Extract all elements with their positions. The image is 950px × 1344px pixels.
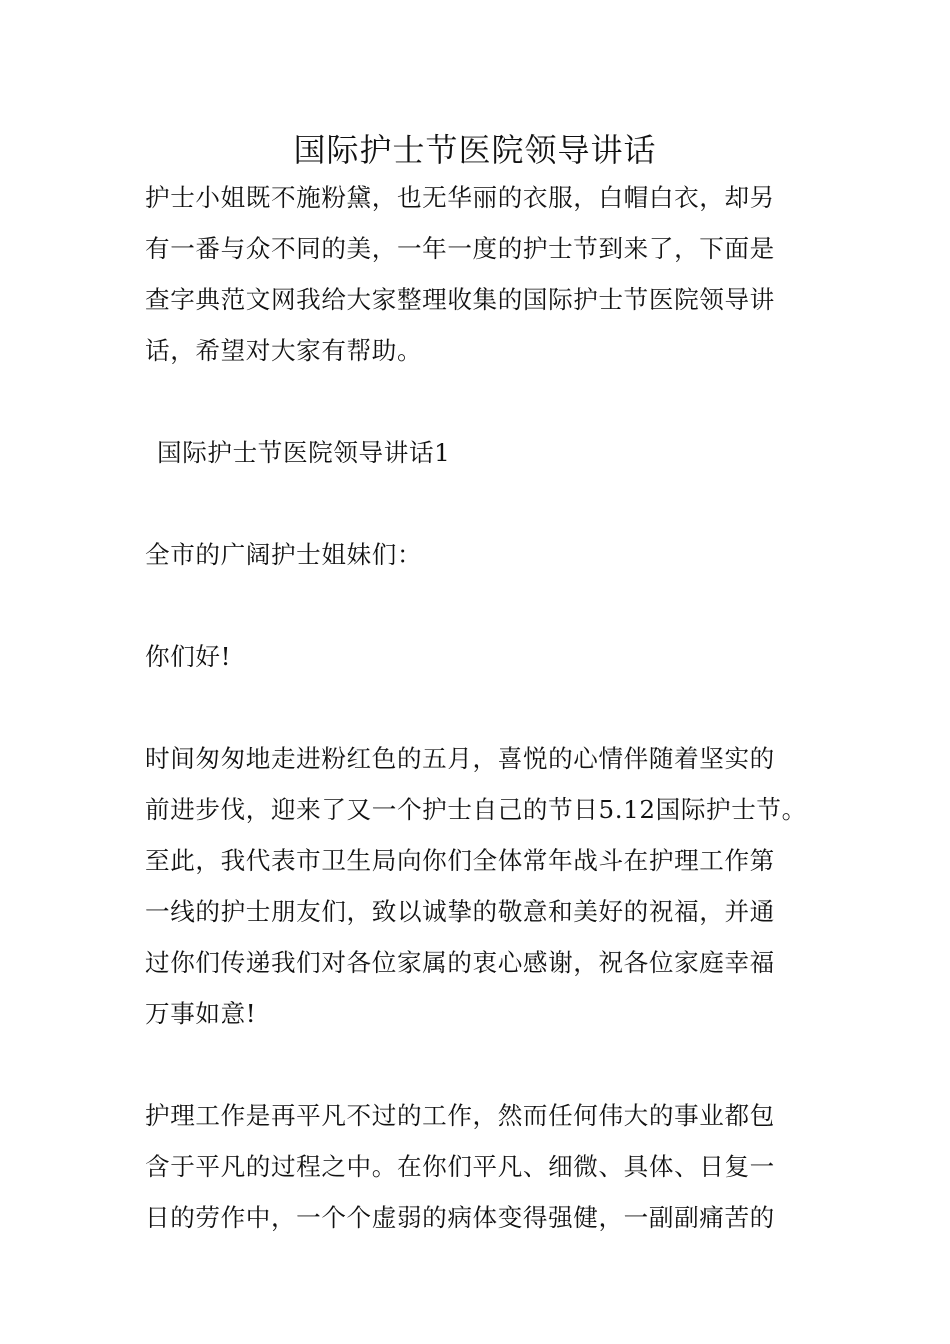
intro-line: 有一番与众不同的美，一年一度的护士节到来了，下面是 <box>145 234 775 263</box>
paragraph-line: 日的劳作中，一个个虚弱的病体变得强健，一副副痛苦的 <box>145 1203 775 1232</box>
paragraph-line: 一线的护士朋友们，致以诚挚的敬意和美好的祝福，并通 <box>145 897 775 926</box>
intro-line: 话，希望对大家有帮助。 <box>145 336 423 365</box>
greeting: 你们好! <box>145 642 232 671</box>
intro-line: 查字典范文网我给大家整理收集的国际护士节医院领导讲 <box>145 285 775 314</box>
paragraph-gap <box>145 478 835 529</box>
section-heading: 国际护士节医院领导讲话1 <box>157 438 451 467</box>
paragraph-gap <box>145 376 835 427</box>
paragraph-line: 含于平凡的过程之中。在你们平凡、细微、具体、日复一 <box>145 1152 775 1181</box>
paragraph-line: 万事如意! <box>145 999 257 1028</box>
paragraph-line: 护理工作是再平凡不过的工作，然而任何伟大的事业都包 <box>145 1101 775 1130</box>
intro-line: 护士小姐既不施粉黛，也无华丽的衣服，白帽白衣，却另 <box>145 183 775 212</box>
paragraph-gap <box>145 682 835 733</box>
document-title: 国际护士节医院领导讲话 <box>293 131 657 169</box>
paragraph-gap <box>145 1039 835 1090</box>
paragraph-line: 前进步伐，迎来了又一个护士自己的节日5.12国际护士节。 <box>145 795 807 824</box>
paragraph-line: 至此，我代表市卫生局向你们全体常年战斗在护理工作第 <box>145 846 775 875</box>
salutation: 全市的广阔护士姐妹们： <box>145 540 423 569</box>
paragraph-gap <box>145 580 835 631</box>
document-body <box>145 172 835 1243</box>
paragraph-line: 过你们传递我们对各位家属的衷心感谢，祝各位家庭幸福 <box>145 948 775 977</box>
paragraph-line: 时间匆匆地走进粉红色的五月，喜悦的心情伴随着坚实的 <box>145 744 775 773</box>
